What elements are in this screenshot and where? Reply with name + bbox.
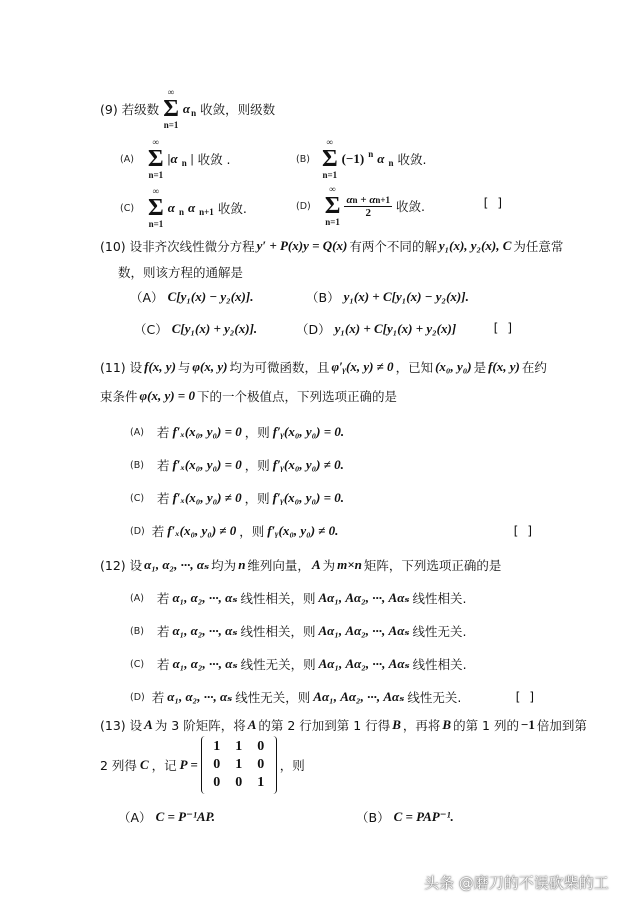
sigma-icon: Σ [324,193,341,219]
matrix-p: 1 1 0 0 1 0 0 0 1 [201,736,277,794]
q11-option-c: (C) 若 f′ₓ(x₀, y₀) ≠ 0 ，则 f′ᵧ(x₀, y₀) = 0. [130,490,344,506]
q13-option-a: （A） C = P⁻¹AP. [118,809,216,825]
q12-option-b: (B) 若 α₁, α₂, ···, αₛ 线性相关，则 Aα₁, Aα₂, ···, Aαₛ 线性无关. [130,623,467,639]
sigma-icon: Σ [321,146,338,172]
q9-stem-prefix: (9) 若级数 [100,102,160,117]
q10-option-b: （B） y₁(x) + C[y₁(x) − y₂(x)]. [306,289,469,305]
q10-answer-bracket: [ ] [492,321,514,335]
q11-line2: 束条件 φ(x, y) = 0 下的一个极值点，下列选项正确的是 [100,388,397,404]
q10-line1: (10) 设非齐次线性微分方程 y′ + P(x)y = Q(x) 有两个不同的解 y₁(x), y₂(x), C 为任意常 [100,238,564,254]
q9-stem: (9) 若级数 ∞ Σ n=1 α n 收敛，则级数 [100,87,276,130]
q13-option-b: （B） C = PAP⁻¹. [356,809,454,825]
q11-option-a: (A) 若 f′ₓ(x₀, y₀) = 0 ，则 f′ᵧ(x₀, y₀) = 0. [130,424,345,440]
q12-option-c: (C) 若 α₁, α₂, ···, αₛ 线性无关，则 Aα₁, Aα₂, ···, Aαₛ 线性相关. [130,656,467,672]
q11-line1: (11) 设 f(x, y) 与 φ(x, y) 均为可微函数，且 φ′ᵧ(x, y) ≠ 0 ，已知 (x₀, y₀) 是 f(x, y) 在约 [100,359,547,375]
q12-option-a: (A) 若 α₁, α₂, ···, αₛ 线性相关，则 Aα₁, Aα₂, ···, Aαₛ 线性相关. [130,590,467,606]
q12-answer-bracket: [ ] [514,690,536,704]
q11-option-d: (D) 若 f′ₓ(x₀, y₀) ≠ 0 ，则 f′ᵧ(x₀, y₀) ≠ 0. [130,523,339,539]
q13-line1: (13) 设 A 为 3 阶矩阵，将 A 的第 2 行加到第 1 行得 B ，再将 B 的第 1 列的 −1 倍加到第 [100,717,587,733]
q9-d-fraction: $\frac{\alpha n + \alpha n+1}{2}$ [346,194,391,219]
q9-option-d: (D) ∞ Σ n=1 $\frac{\alpha n + \alpha n+1}{2}$ 收敛. [296,184,426,227]
q10-option-d: （D） y₁(x) + C[y₁(x) + y₂(x)] [296,321,457,337]
q9-option-c: (C) ∞ Σ n=1 α n α n+1 收敛. [120,186,247,229]
q11-answer-bracket: [ ] [512,524,534,538]
q9-answer-bracket: [ ] [482,196,504,210]
sigma-icon: Σ [163,96,179,122]
q9-stem-suffix: 收敛，则级数 [200,102,276,117]
sigma-icon: Σ [148,195,164,221]
q9-stem-sum: ∞ Σ n=1 [163,87,179,130]
q9-option-a: (A) ∞ Σ n=1 |α n | 收敛 . [120,137,231,180]
q13-line2: 2 列得 C ，记 P = 1 1 0 0 1 0 0 0 1 ，则 [100,736,305,794]
q10-option-a: （A） C[y₁(x) − y₂(x)]. [130,289,254,305]
q9-option-b: (B) ∞ Σ n=1 (−1) n α n 收敛. [296,137,427,180]
watermark: 头条 @磨刀的不误砍柴的工 [424,874,609,892]
q10-line2: 数，则该方程的通解是 [118,265,244,280]
q10-option-c: （C） C[y₁(x) + y₂(x)]. [134,321,258,337]
q12-option-d: (D) 若 α₁, α₂, ···, αₛ 线性无关，则 Aα₁, Aα₂, ···, Aαₛ 线性无关. [130,689,462,705]
q12-stem: (12) 设 α₁, α₂, ···, αₛ 均为 n 维列向量， A 为 m×n 矩阵，下列选项正确的是 [100,557,502,573]
q11-option-b: (B) 若 f′ₓ(x₀, y₀) = 0 ，则 f′ᵧ(x₀, y₀) ≠ 0. [130,457,344,473]
sigma-icon: Σ [147,146,164,172]
